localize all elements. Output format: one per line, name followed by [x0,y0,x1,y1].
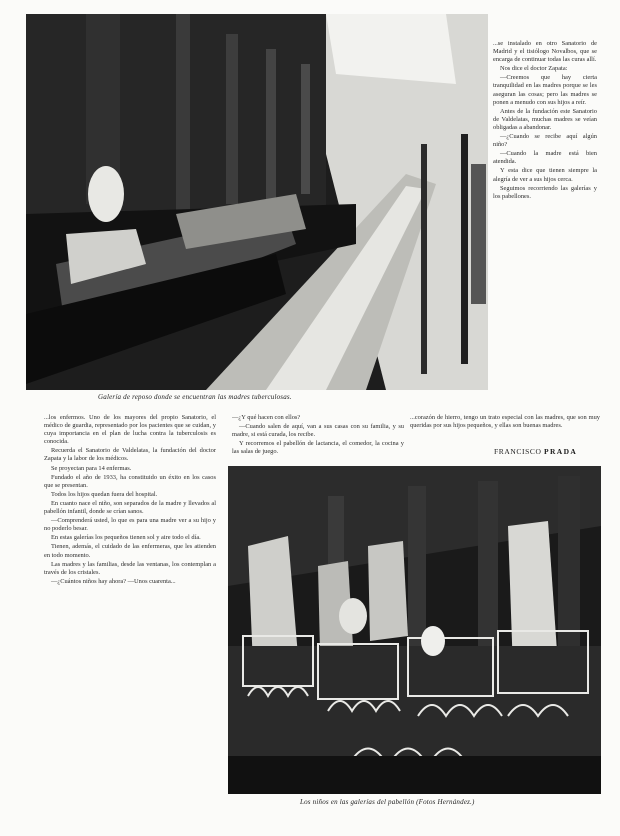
children-gallery-image [228,466,601,794]
byline [494,447,577,456]
paragraph: Y recorremos el pabellón de lactancia, el comedor, la cocina y las salas de juego. [232,440,404,456]
paragraph: ...se instalado en otro Sanatorio de Madrid y el tisiólogo Novalbos, que se encarga de continuar todas las curas allí. [493,40,597,64]
paragraph: —¿Cuando se recibe aquí algún niño? [493,133,597,149]
paragraph: Nos dice el doctor Zapata: [500,65,568,73]
byline-first-name: FRANCISCO [494,447,542,456]
paragraph: —Creemos que hay cierta tranquilidad en las madres porque se les aseguran las cosas; pero las madres se ponen a menudo con sus hijos a reír. [493,74,597,106]
paragraph: —Cuando salen de aquí, van a sus casas con su familia, y su madre, si está curada, los recibe. [232,423,404,439]
photo-children-gallery [228,466,601,794]
paragraph: Y esta dice que tienen siempre la alegría de ver a sus hijos cerca. [493,167,597,183]
column-right-lower [410,414,600,442]
paragraph: ...los enfermos. Uno de los mayores del propio Sanatorio, el médico de guardia, representado por los pacientes que se cuidan, y cuya importancia en el plan de lucha contra la tuberculosis es conocida. [44,414,216,446]
paragraph: Antes de la fundación este Sanatorio de Valdelatas, muchas madres se veían obligadas a abandonar. [493,107,597,131]
paragraph: ...corazón de hierro, tengo un trato especial con las madres, que son muy queridas por sus hijos pequeños, y ellas son buenas madres. [410,414,600,430]
paragraph: Las madres y las familias, desde las ventanas, los contemplan a través de los cristales. [44,560,216,576]
caption-rest-gallery: Galería de reposo donde se encuentran las madres tuberculosas. [98,393,292,401]
paragraph: Se proyectan para 14 enfermas. [51,464,132,472]
paragraph: Fundado el año de 1933, ha constituido un éxito en los casos que se presentan. [44,473,216,489]
column-middle [232,414,404,464]
paragraph: Recuerda el Sanatorio de Valdelatas, la fundación del doctor Zapata y la labor de los médicos. [44,447,216,463]
rest-gallery-image [26,14,488,390]
caption-children-gallery: Los niños en las galerías del pabellón (Fotos Hernández.) [300,798,475,806]
column-right-narrow [493,40,597,395]
paragraph: En estas galerías los pequeños tienen sol y aire todo el día. [51,534,201,542]
paragraph: —¿Y qué hacen con ellos? [232,414,301,421]
paragraph: —Cuando la madre está bien atendida. [493,150,597,166]
paragraph: Tienen, además, el cuidado de las enfermeras, que les atienden en todo momento. [44,543,216,559]
byline-surname: PRADA [543,447,578,456]
paragraph: —Comprenderá usted, lo que es para una madre ver a su hijo y no poderlo besar. [44,517,216,533]
column-left [44,414,216,808]
photo-rest-gallery [26,14,488,390]
paragraph: Todos los hijos quedan fuera del hospital. [51,490,158,498]
paragraph: Seguimos recorriendo las galerías y los pabellones. [493,184,597,200]
paragraph: En cuanto nace el niño, son separados de la madre y llevados al pabellón infantil, donde se crían sanos. [44,499,216,516]
paragraph: —¿Cuántos niños hay ahora? —Unos cuarenta... [51,577,176,585]
